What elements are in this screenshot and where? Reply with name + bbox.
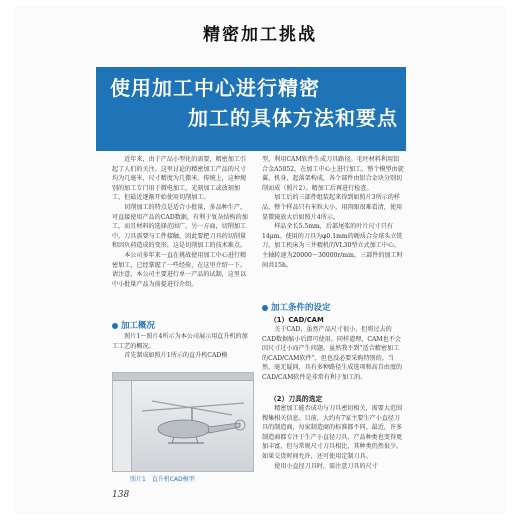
heading-conditions-text: 加工条件的设定 <box>271 303 331 313</box>
paragraph: 关于CAD，虽然产品尺寸很小，但将过去的CAD数据缩小后即可使用。同样道理，CAM也不会因尺寸过小而产生问题。虽然我不到“适合精密加工的CAD/CAM软件”，但也没必要采购特别的。当然，毫无疑问，具有多种路径生成选项和高自由度的CAD/CAM软件是非常有利于加工的。 <box>262 326 403 381</box>
figure-menubar <box>113 373 253 381</box>
paragraph: 切削加工的特点是适合小批量，多品种生产，可直接使用产品的CAD数据，有利于复杂结构的加工，而且材料的选择范围广。另一方面，切削加工中，刀具需要与工件接触，因此要把刀具的切削量和因负荷造成的变形，这是切削加工的技术难点。 <box>112 203 248 250</box>
paragraph: 型，利用CAM软件生成刀具路径。毛坯材料利用铝合金A5052，在加工中心上进行加工。整个模型由旋翼、机身、起落架构成，各个部件由铝合金块分别切削而成（照片2）。精加工后再进行检查。 <box>262 156 404 192</box>
overview-text <box>112 332 252 361</box>
helicopter-model-icon <box>132 381 253 471</box>
tool-text <box>262 404 404 506</box>
cadcam-text <box>262 325 404 387</box>
paragraph: 精密加工能否成功与刀具密切相关，需要大范围搜集相关信息。目前，大约有7家主要生产小直径刀具的制造商，每家制造商的标准都不同。最近，许多制造商都专注于生产小直径刀具，产品种类也变得更加丰富，但与常规尺寸刀具相比，其种类仍然很少。如果交货时间允许，还可使用定制刀具。 <box>262 405 403 460</box>
paragraph: 照片1～照片4所示为本公司展示用直升机的加工工艺的概况。 <box>112 333 248 350</box>
right-column-text <box>262 155 404 270</box>
heading-overview-text: 加工概况 <box>121 321 156 331</box>
subheading-cadcam: （1）CAD/CAM <box>270 316 324 324</box>
article-title-line-1: 使用加工中心进行精密 <box>110 76 320 100</box>
figure-viewport <box>132 381 253 471</box>
article-title-line-2: 加工的具体方法和要点 <box>188 106 398 130</box>
heading-conditions <box>262 301 331 313</box>
heading-overview <box>112 319 155 331</box>
paragraph: 首先制成如照片1所示的直升机CAD模 <box>124 352 228 360</box>
paragraph: 近年来，由于产品小型化的需要，精密加工引起了人们的关注。这里讨论的精密加工产品的尺寸均为几毫米，尺寸精度为几微米。传统上，这种规别的加工专门用于微电加工，光刻加工或放刻加工，但最近逐渐开始使用切削加工。 <box>112 156 247 202</box>
paragraph: 样品全长5.5mm，后部尾桨的叶片尺寸只有14μm。使用的刀具为φ0.1mm的硬质合金球头立铣刀。加工机床为三井精机的VL30型立式加工中心，主轴转速为20000～30000r/min，三部件的加工时间共15h。 <box>262 223 403 269</box>
bullet-icon <box>262 305 268 311</box>
page-number: 138 <box>112 490 130 500</box>
paragraph: 使用小直径刀具时，需注意刀具的尺寸 <box>274 462 378 470</box>
paragraph: 加工后的三部件组装起来得到如照片3所示的样品，整个样品只有米粒大小，用肉眼很难看清，使用显微镜放大后如照片4所示。 <box>262 194 403 221</box>
bullet-icon <box>112 323 118 329</box>
left-column-intro <box>112 155 252 335</box>
subheading-tool: （2）刀具的选定 <box>270 395 323 403</box>
paragraph: 本公司多年来一直在挑战使用加工中心进行精密加工，已经掌握了一些经验，在这里介绍一下。请注意，本公司主要进行单一产品的试制，这里以中小批量产品为前提进行介绍。 <box>112 251 247 288</box>
figure-cad-screenshot <box>112 372 254 472</box>
figure-side-panel <box>113 381 132 471</box>
figure-caption: 照片1 直升机CAD模型 <box>130 476 195 483</box>
section-title: 精密加工挑战 <box>203 25 317 45</box>
